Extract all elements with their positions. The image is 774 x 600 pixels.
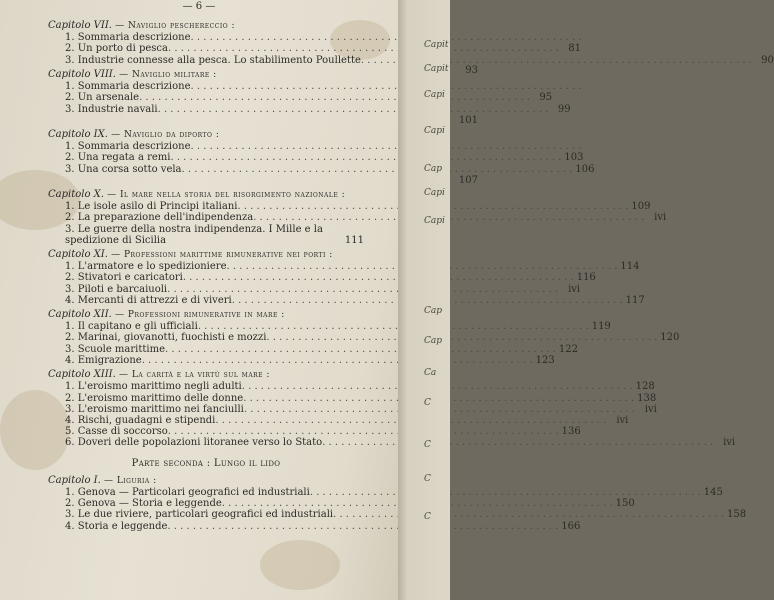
entry-page: 158	[726, 509, 747, 521]
toc-entry	[65, 520, 581, 532]
leader-dots	[191, 81, 582, 92]
next-page-fragment: Cap	[424, 336, 443, 346]
chapter-heading	[48, 475, 364, 487]
chapter-subject: — Professioni rimunerative in mare :	[115, 310, 285, 321]
entry-page: ivi	[616, 414, 629, 426]
toc-entry	[65, 426, 581, 438]
table-of-contents	[48, 17, 774, 532]
next-page-fragment: Capi	[424, 216, 445, 226]
next-page-fragment: Capi	[424, 126, 445, 136]
entry-title: 1. Sommaria descrizione	[65, 141, 191, 153]
toc-entry	[65, 261, 640, 273]
next-page-fragment: Cap	[424, 306, 443, 316]
entry-title: 1. Genova — Particolari geografici ed industriali	[65, 486, 310, 498]
toc-entry	[65, 141, 364, 152]
entry-page: 114	[620, 261, 640, 273]
leader-dots	[322, 437, 713, 448]
leader-dots	[168, 426, 559, 437]
next-page-fragment: C	[424, 398, 431, 408]
entry-title: 2. Un arsenale	[65, 92, 140, 104]
entry-title: 3. Piloti e barcaiuoli	[65, 283, 168, 295]
toc-entry	[65, 321, 611, 333]
entry-page: 128	[635, 381, 655, 393]
chapter-number: Capitolo XIII.	[48, 369, 116, 381]
entry-page: 116	[576, 272, 596, 284]
entry-title: 2. Genova — Storia e leggende	[65, 498, 222, 510]
toc-entry	[65, 414, 629, 426]
chapter-heading	[48, 69, 364, 81]
entry-page: 120	[660, 332, 680, 344]
leader-dots	[167, 521, 558, 532]
toc-entry	[65, 272, 596, 284]
entry-title: 3. Le guerre della nostra indipendenza. I Mille e la spedizione di Sicilia	[65, 223, 323, 246]
leader-dots	[170, 152, 561, 163]
next-page-fragment: C	[424, 512, 431, 522]
chapter-number: Capitolo I.	[48, 474, 101, 486]
next-page-fragment: Cap	[424, 164, 443, 174]
entry-title: 2. L'eroismo marittimo delle donne	[65, 392, 244, 404]
chapter-subject: — La carità e la virtù sul mare :	[119, 370, 270, 381]
chapter-block	[48, 189, 667, 246]
leader-dots	[183, 272, 574, 283]
entry-title: 3. Le due riviere, particolari geografici ed industriali	[65, 509, 334, 521]
next-page-fragment: C	[424, 440, 431, 450]
toc-entry	[65, 381, 655, 393]
part-heading: Parte seconda : Lungo il lido	[131, 457, 281, 469]
entry-page: 107	[458, 174, 478, 186]
chapter-number: Capitolo VIII.	[48, 69, 116, 81]
entry-page: 93	[465, 64, 478, 76]
toc-entry	[65, 174, 478, 186]
entry-title: 1. L'eroismo marittimo negli adulti	[65, 381, 242, 393]
toc-entry	[65, 32, 364, 43]
toc-entry	[65, 486, 723, 498]
chapter-block	[48, 369, 736, 449]
entry-page: ivi	[654, 212, 667, 224]
chapter-heading	[48, 249, 364, 261]
entry-title: 1. Sommaria descrizione	[65, 32, 191, 44]
entry-page: 119	[591, 321, 611, 333]
toc-entry	[65, 509, 747, 521]
next-page-fragment: Ca	[424, 368, 437, 378]
entry-page: 122	[558, 343, 578, 355]
leader-dots	[158, 104, 549, 115]
toc-entry	[65, 81, 364, 92]
entry-title: 1. Le isole asilo di Principi italiani	[65, 201, 238, 213]
entry-title: 3. Una corsa sotto vela	[65, 163, 182, 175]
entry-title: 1. Sommaria descrizione	[65, 81, 191, 93]
entry-title: 2. Marinai, giovanotti, fuochisti e mozzi	[65, 332, 267, 344]
toc-entry	[65, 201, 651, 213]
entry-title: 3. Industrie navali	[65, 103, 158, 115]
age-stain	[260, 540, 340, 590]
leader-dots	[168, 43, 559, 54]
chapter-number: Capitolo X.	[48, 189, 104, 201]
toc-entry	[65, 392, 657, 404]
next-page-fragment: C	[424, 474, 431, 484]
entry-title: 2. La preparazione dell'indipendenza	[65, 212, 254, 224]
chapter-block	[48, 309, 680, 366]
chapter-subject: — Naviglio militare :	[119, 70, 217, 81]
chapter-number: Capitolo IX.	[48, 129, 108, 141]
entry-page: 123	[535, 354, 555, 366]
entry-page: 101	[458, 114, 478, 126]
toc-entry	[65, 343, 578, 355]
book-page-right-edge	[398, 0, 450, 600]
leader-dots	[142, 355, 533, 366]
entry-title: 2. Un porto di pesca	[65, 43, 168, 55]
chapter-heading	[48, 309, 364, 321]
chapter-heading	[48, 20, 364, 32]
chapter-subject: — Naviglio da diporto :	[111, 130, 220, 141]
page-number: — 6 —	[182, 1, 216, 12]
entry-page: 106	[575, 163, 595, 175]
entry-page: 103	[564, 152, 584, 164]
chapter-number: Capitolo XII.	[48, 309, 112, 321]
entry-title: 3. Scuole marittime	[65, 343, 165, 355]
chapter-subject: — Liguria :	[103, 475, 157, 486]
toc-entry	[65, 283, 581, 295]
entry-page: ivi	[723, 437, 736, 449]
toc-entry	[65, 114, 478, 126]
entry-page: 166	[561, 520, 581, 532]
leader-dots	[139, 92, 530, 103]
entry-page: 111	[344, 234, 364, 246]
chapter-block	[48, 249, 645, 306]
entry-title: 1. Il capitano e gli ufficiali	[65, 321, 198, 333]
entry-title: 3. L'eroismo marittimo nei fanciulli	[65, 403, 244, 415]
entry-page: 109	[631, 201, 651, 213]
toc-entry	[65, 54, 774, 66]
entry-page: 81	[568, 43, 581, 55]
next-page-fragment: Capit	[424, 40, 449, 50]
toc-entry	[65, 437, 736, 449]
entry-page: 145	[703, 486, 723, 498]
toc-entry	[65, 294, 645, 306]
next-page-fragment: Capi	[424, 188, 445, 198]
entry-title: 6. Doveri delle popolazioni litoranee verso lo Stato	[65, 437, 323, 449]
entry-title: 2. Stivatori e caricatori	[65, 272, 183, 284]
entry-title: 5. Casse di soccorso	[65, 426, 168, 438]
entry-page: 99	[557, 103, 571, 115]
leader-dots	[191, 141, 582, 152]
entry-title: 3. Industrie connesse alla pesca. Lo stabilimento Poullette	[65, 54, 361, 66]
entry-title: 4. Mercanti di attrezzi e di viveri	[65, 294, 232, 306]
chapter-heading	[48, 189, 364, 201]
chapter-subject: — Naviglio peschereccio :	[115, 21, 236, 31]
leader-dots	[167, 284, 558, 295]
chapter-block	[48, 474, 747, 532]
toc-entry	[65, 152, 584, 164]
chapter-subject: — Il mare nella storia del risorgimento nazionale :	[107, 190, 346, 201]
toc-entry	[65, 403, 657, 415]
entry-title: 2. Una regata a remi	[65, 152, 171, 164]
leader-dots	[165, 344, 556, 355]
next-page-fragment: Capit	[424, 64, 449, 74]
leader-dots	[333, 509, 724, 520]
entry-page: 138	[637, 392, 657, 404]
chapter-number: Capitolo XI.	[48, 249, 108, 261]
entry-page: ivi	[568, 283, 581, 295]
entry-page: 117	[625, 294, 645, 306]
leader-dots	[182, 164, 573, 175]
leader-dots	[191, 32, 582, 43]
chapter-heading	[48, 369, 364, 381]
entry-page: ivi	[644, 403, 657, 415]
entry-title: 4. Storia e leggende	[65, 520, 168, 532]
chapter-number: Capitolo VII.	[48, 20, 112, 31]
entry-title: 4. Rischi, guadagni e stipendi	[65, 414, 216, 426]
toc-entry	[65, 354, 555, 366]
entry-page: 90	[761, 54, 774, 66]
entry-title: 1. L'armatore e lo spedizioniere	[65, 261, 227, 273]
entry-page: 150	[615, 498, 635, 510]
leader-dots	[310, 487, 701, 498]
chapter-heading	[48, 129, 364, 141]
next-page-fragment: Capi	[424, 90, 445, 100]
toc-entry	[65, 498, 635, 510]
leader-dots	[266, 332, 657, 343]
toc-entry	[65, 103, 571, 115]
entry-title: 4. Emigrazione	[65, 354, 142, 366]
leader-dots	[198, 321, 589, 332]
chapter-subject: — Professioni marittime rimunerative nei porti :	[111, 250, 333, 261]
chapter-block	[48, 129, 595, 186]
entry-page: 136	[561, 426, 581, 438]
entry-page: 95	[539, 92, 553, 104]
toc-entry	[65, 224, 364, 246]
